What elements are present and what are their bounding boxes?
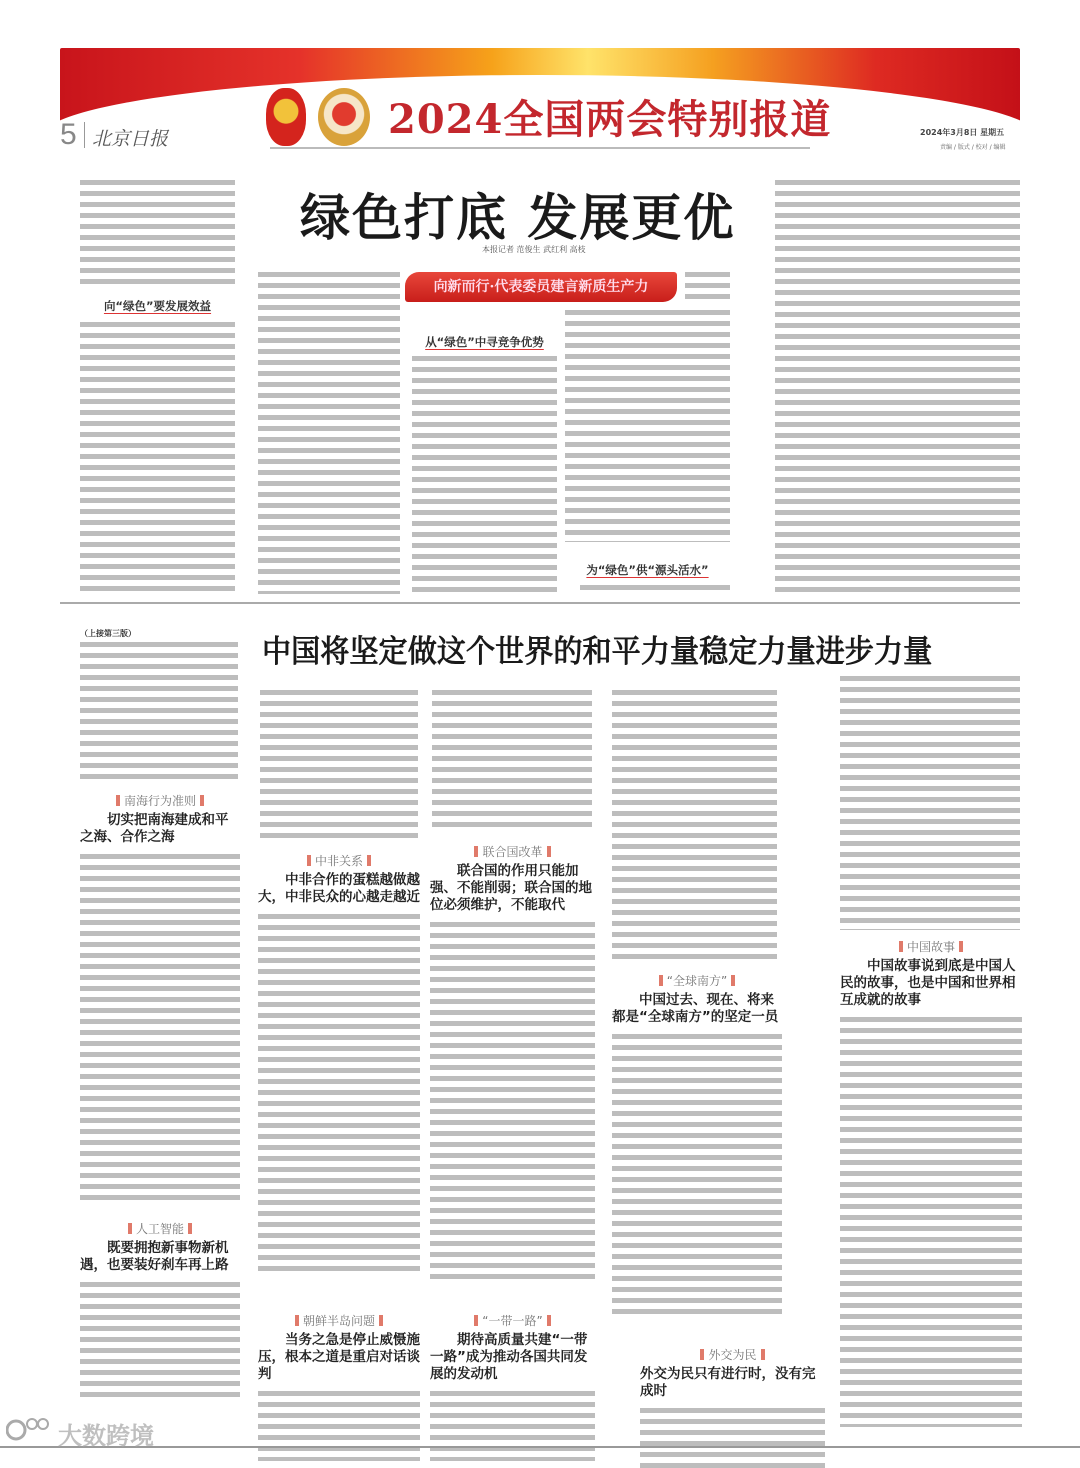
news-section xyxy=(430,1312,595,1461)
section-tag: 联合国改革 xyxy=(430,843,595,860)
section-tag: “一带一路” xyxy=(430,1312,595,1329)
section-tag: 中国故事 xyxy=(840,938,1022,955)
article-text xyxy=(612,690,777,965)
page-number: 5 xyxy=(60,118,77,151)
subheading: 向“绿色”要发展效益 xyxy=(103,299,212,313)
article-text xyxy=(80,180,235,290)
cppcc-emblem-icon xyxy=(318,88,370,146)
editors-line: 责编 / 版式 / 校对 / 编辑 xyxy=(940,144,1006,151)
continued-label: （上接第三版） xyxy=(80,629,136,638)
byline: 本报记者 范俊生 武红利 高枝 xyxy=(482,245,586,254)
article-headline: 绿色打底 发展更优 xyxy=(300,189,736,247)
article-text xyxy=(80,642,238,784)
article-text xyxy=(80,1282,240,1402)
masthead-divider xyxy=(84,122,85,148)
column-banner: 向新而行·代表委员建言新质生产力 xyxy=(405,272,677,302)
section-headline: 期待高质量共建“一带一路”成为推动各国共同发展的发动机 xyxy=(430,1332,588,1382)
section-headline: 外交为民只有进行时，没有完成时 xyxy=(640,1366,816,1399)
article-text xyxy=(258,272,400,594)
article-text xyxy=(580,585,730,593)
section-headline: 中国故事说到底是中国人民的故事，也是中国和世界相互成就的故事 xyxy=(840,958,1016,1008)
title-rule xyxy=(270,147,810,149)
section-tag: 人工智能 xyxy=(80,1220,240,1237)
article-text xyxy=(565,310,730,542)
article-text xyxy=(612,1034,782,1314)
news-section xyxy=(430,843,595,1282)
section-headline: 切实把南海建成和平之海、合作之海 xyxy=(80,812,229,845)
news-section xyxy=(258,852,420,1274)
article-text xyxy=(258,1391,420,1461)
subheading: 从“绿色”中寻竞争优势 xyxy=(425,335,544,349)
subheading: 为“绿色”供“源头活水” xyxy=(586,563,709,577)
article-headline: 中国将坚定做这个世界的和平力量稳定力量进步力量 xyxy=(262,634,933,670)
article-text xyxy=(258,914,420,1274)
article-text xyxy=(840,1017,1022,1427)
news-section xyxy=(258,1312,420,1461)
news-section xyxy=(640,1346,825,1468)
news-section xyxy=(612,972,782,1314)
section-headline: 当务之急是停止威慑施压，根本之道是重启对话谈判 xyxy=(258,1332,420,1382)
section-headline: 中非合作的蛋糕越做越大，中非民众的心越走越近 xyxy=(258,872,420,905)
section-tag: 朝鲜半岛问题 xyxy=(258,1312,420,1329)
section-tag: 中非关系 xyxy=(258,852,420,869)
section-divider xyxy=(60,602,1020,604)
article-text xyxy=(80,854,240,1204)
section-headline: 联合国的作用只能加强、不能削弱；联合国的地位必须维护，不能取代 xyxy=(430,863,592,913)
article-text xyxy=(430,922,595,1282)
special-report-title: 2024全国两会特别报道 xyxy=(388,96,832,143)
section-headline: 中国过去、现在、将来都是“全球南方”的坚定一员 xyxy=(612,992,779,1025)
watermark-logo-icon xyxy=(6,1416,50,1442)
article-text xyxy=(640,1408,825,1468)
section-tag: 南海行为准则 xyxy=(80,792,240,809)
paper-name: 北京日报 xyxy=(92,128,169,150)
news-section xyxy=(840,938,1022,1427)
section-tag: “全球南方” xyxy=(612,972,782,989)
article-text xyxy=(430,1391,595,1461)
article-text xyxy=(432,690,592,830)
article-text xyxy=(80,322,235,594)
issue-date: 2024年3月8日 星期五 xyxy=(920,128,1005,137)
national-emblem-icon xyxy=(266,88,306,146)
article-text xyxy=(412,356,557,594)
article-text xyxy=(260,690,418,840)
news-section xyxy=(80,1220,240,1402)
section-headline: 既要拥抱新事物新机遇，也要装好刹车再上路 xyxy=(80,1240,229,1273)
bottom-rule xyxy=(0,1446,1080,1448)
watermark-text: 大数跨境 xyxy=(58,1422,154,1450)
news-section xyxy=(80,792,240,1204)
article-text xyxy=(840,676,1020,930)
article-text xyxy=(775,180,1020,594)
article-text xyxy=(685,272,730,302)
section-tag: 外交为民 xyxy=(640,1346,825,1363)
